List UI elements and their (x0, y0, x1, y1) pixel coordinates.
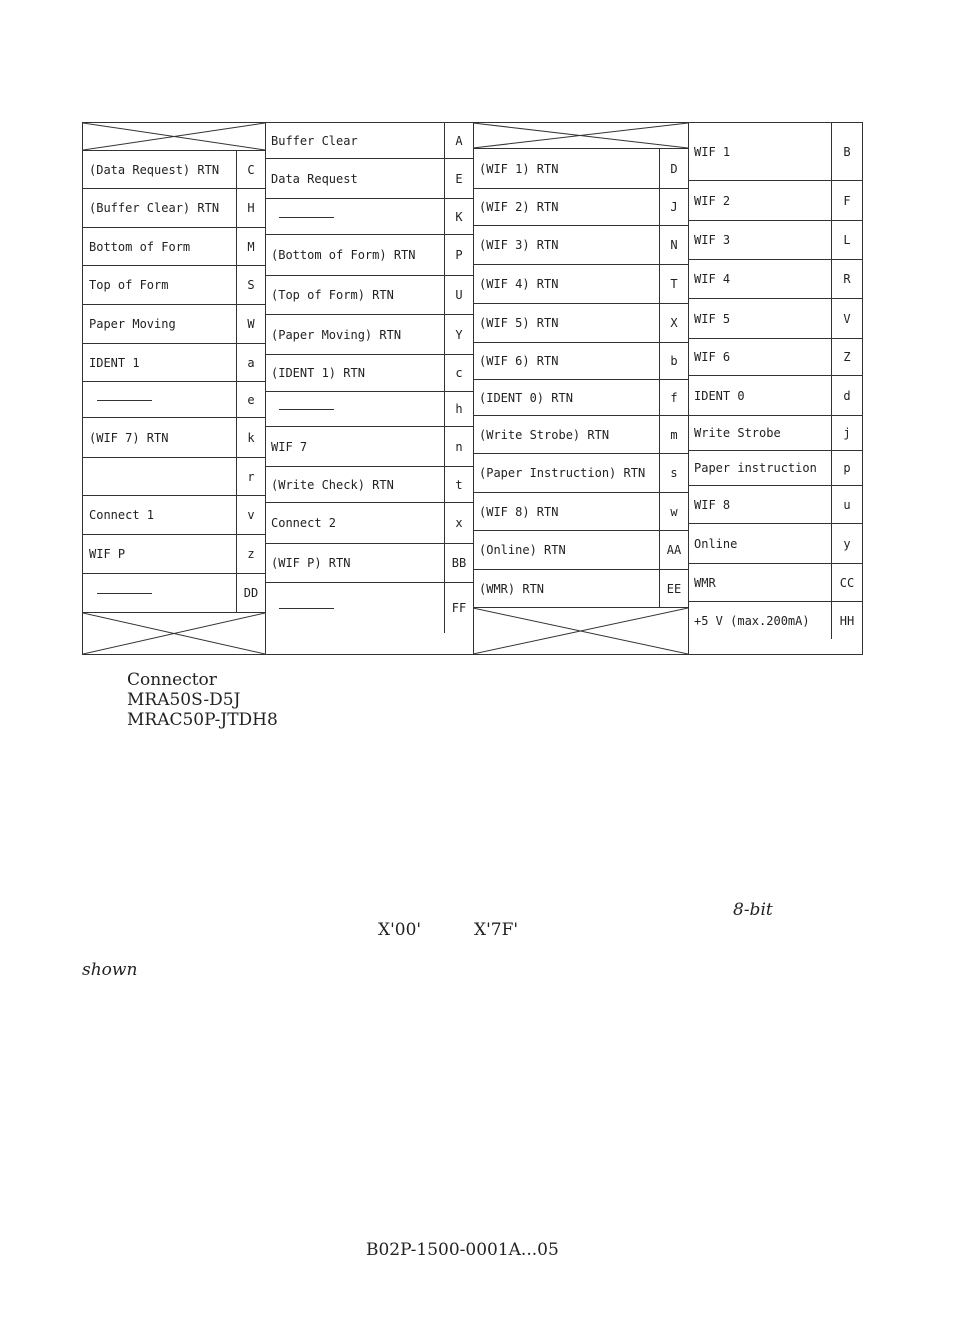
pin-id: V (831, 299, 862, 338)
signal-row (688, 299, 862, 339)
signal-row (473, 454, 688, 493)
pin-id: P (444, 235, 473, 275)
pin-id: d (831, 376, 862, 415)
signal-row (688, 416, 862, 451)
pin-id: x (444, 503, 473, 543)
signal-row (473, 416, 688, 454)
pin-id: w (659, 493, 688, 530)
signal-row (265, 544, 473, 583)
signal-name: Data Request (271, 171, 358, 186)
signal-row (473, 531, 688, 570)
signal-name: WIF 2 (694, 193, 731, 208)
signal-row (688, 123, 862, 181)
pin-id: B (831, 123, 862, 180)
signal-row (265, 355, 473, 392)
pin-id: J (659, 189, 688, 225)
pin-id: r (236, 458, 265, 495)
pin-id: T (659, 265, 688, 303)
signal-row (83, 574, 265, 613)
signal-name: (WIF P) RTN (271, 556, 351, 570)
blank-cell-crossed (83, 613, 265, 654)
pin-id: S (236, 266, 265, 304)
pin-id: L (831, 221, 862, 259)
unused-dash (279, 608, 334, 609)
signal-row (83, 266, 265, 305)
signal-name: (WMR) RTN (479, 581, 545, 596)
pin-id: N (659, 226, 688, 264)
pin-id: C (236, 151, 265, 188)
pin-id: y (831, 524, 862, 563)
signal-row (688, 181, 862, 221)
column-divider (473, 123, 474, 654)
signal-name: IDENT 0 (694, 388, 745, 403)
signal-row (265, 199, 473, 235)
signal-name: (WIF 2) RTN (479, 200, 559, 214)
signal-name: Paper instruction (694, 461, 817, 475)
table-column-2 (265, 123, 473, 654)
signal-row (688, 260, 862, 299)
signal-row (83, 535, 265, 574)
signal-name: (Paper Instruction) RTN (479, 466, 646, 480)
signal-row (688, 602, 862, 639)
pin-id: v (236, 496, 265, 534)
signal-name: (WIF 8) RTN (479, 504, 559, 519)
unused-dash (97, 400, 152, 401)
signal-name: Paper Moving (89, 317, 176, 331)
signal-name: (Online) RTN (479, 543, 566, 557)
table-column-3 (473, 123, 688, 654)
signal-row (473, 493, 688, 531)
pin-id: j (831, 416, 862, 450)
signal-name: (WIF 4) RTN (479, 277, 559, 291)
signal-row (265, 392, 473, 427)
signal-name: (WIF 6) RTN (479, 354, 559, 368)
fragment-8bit: 8-bit (733, 900, 773, 920)
pin-id: a (236, 344, 265, 381)
signal-name: (WIF 3) RTN (479, 238, 559, 252)
connector-title: Connector (127, 670, 217, 690)
signal-name: (Bottom of Form) RTN (271, 248, 416, 262)
signal-row (473, 380, 688, 416)
signal-name: WIF P (89, 547, 126, 561)
pin-id: m (659, 416, 688, 453)
signal-name: (Buffer Clear) RTN (89, 201, 220, 215)
signal-name: IDENT 1 (89, 355, 140, 370)
signal-name: (WIF 5) RTN (479, 316, 559, 330)
pin-id: s (659, 454, 688, 492)
signal-name: (Write Check) RTN (271, 477, 394, 492)
table-column-1 (83, 123, 265, 654)
signal-name: (Data Request) RTN (89, 162, 220, 177)
signal-row (265, 123, 473, 159)
signal-name: (Write Strobe) RTN (479, 427, 610, 442)
pin-id: HH (831, 602, 862, 639)
signal-row (265, 427, 473, 467)
signal-row (473, 226, 688, 265)
pin-id: z (236, 535, 265, 573)
pin-id: D (659, 149, 688, 188)
signal-row (473, 265, 688, 304)
table-column-4 (688, 123, 862, 654)
pin-id: b (659, 343, 688, 379)
pin-id: M (236, 228, 265, 265)
signal-row (265, 315, 473, 355)
signal-row (473, 149, 688, 189)
signal-row (473, 343, 688, 380)
signal-name: Write Strobe (694, 426, 781, 440)
pin-id: t (444, 467, 473, 502)
signal-name: WIF 4 (694, 272, 731, 286)
signal-row (688, 564, 862, 602)
signal-row (83, 151, 265, 189)
signal-name: Connect 2 (271, 516, 337, 530)
pin-id: p (831, 451, 862, 485)
blank-cell-crossed (83, 123, 265, 151)
signal-name: WIF 8 (694, 497, 731, 512)
pin-id: c (444, 355, 473, 391)
pin-id: BB (444, 544, 473, 582)
signal-row (265, 583, 473, 633)
pin-id: FF (444, 583, 473, 633)
pin-id: H (236, 189, 265, 227)
signal-row (83, 189, 265, 228)
signal-row (83, 418, 265, 458)
connector-part-1: MRA50S-D5J (127, 690, 241, 710)
pin-id: DD (236, 574, 265, 612)
signal-row (265, 159, 473, 199)
signal-row (265, 503, 473, 544)
pin-id: f (659, 380, 688, 415)
signal-row (265, 467, 473, 503)
signal-name: WIF 7 (271, 439, 308, 454)
pin-id: Y (444, 315, 473, 354)
fragment-x7f: X'7F' (474, 920, 519, 940)
signal-row (473, 189, 688, 226)
pin-id: U (444, 276, 473, 314)
signal-row (688, 376, 862, 416)
pin-id: X (659, 304, 688, 342)
unused-dash (97, 593, 152, 594)
signal-row (83, 344, 265, 382)
signal-name: Top of Form (89, 278, 169, 292)
column-divider (265, 123, 266, 654)
signal-name: (Paper Moving) RTN (271, 327, 402, 342)
fragment-shown: shown (82, 960, 138, 980)
signal-row (688, 524, 862, 564)
pin-assignment-table (82, 122, 863, 655)
connector-part-2: MRAC50P-JTDH8 (127, 710, 278, 730)
signal-row (265, 235, 473, 276)
pin-id: K (444, 199, 473, 234)
signal-row (688, 339, 862, 376)
pin-id: A (444, 123, 473, 158)
signal-name: (IDENT 0) RTN (479, 390, 573, 405)
pin-id: k (236, 418, 265, 457)
pin-id: n (444, 427, 473, 466)
pin-id: CC (831, 564, 862, 601)
signal-name: Online (694, 536, 738, 551)
signal-row (83, 228, 265, 266)
signal-name: (IDENT 1) RTN (271, 366, 365, 380)
signal-row (688, 221, 862, 260)
signal-name: Bottom of Form (89, 239, 191, 254)
pin-id: AA (659, 531, 688, 569)
signal-name: (WIF 7) RTN (89, 430, 169, 445)
signal-row (473, 570, 688, 608)
blank-cell-crossed (473, 608, 688, 654)
pin-id: F (831, 181, 862, 220)
signal-name: WIF 5 (694, 311, 731, 326)
signal-name: Buffer Clear (271, 133, 358, 148)
signal-row (473, 304, 688, 343)
fragment-x00: X'00' (378, 920, 422, 940)
signal-name: WIF 1 (694, 144, 731, 159)
pin-id: EE (659, 570, 688, 607)
signal-row (83, 382, 265, 418)
signal-row (688, 486, 862, 524)
pin-id: R (831, 260, 862, 298)
pin-id: W (236, 305, 265, 343)
pin-id: e (236, 382, 265, 417)
unused-dash (279, 217, 334, 218)
signal-name: WMR (694, 575, 716, 590)
signal-name: WIF 6 (694, 350, 731, 364)
pin-id: u (831, 486, 862, 523)
signal-row (265, 276, 473, 315)
signal-name: Connect 1 (89, 508, 155, 522)
document-code-footer: B02P-1500-0001A...05 (366, 1240, 559, 1260)
signal-name: (Top of Form) RTN (271, 288, 394, 302)
column-divider (688, 123, 689, 654)
signal-row (688, 451, 862, 486)
pin-id: Z (831, 339, 862, 375)
signal-row (83, 305, 265, 344)
blank-cell-crossed (473, 123, 688, 149)
pin-id: E (444, 159, 473, 198)
unused-dash (279, 409, 334, 410)
signal-name: (WIF 1) RTN (479, 161, 559, 176)
signal-name: +5 V (max.200mA) (694, 613, 810, 628)
signal-name: WIF 3 (694, 233, 731, 247)
signal-row (83, 496, 265, 535)
signal-row (83, 458, 265, 496)
pin-id: h (444, 392, 473, 426)
